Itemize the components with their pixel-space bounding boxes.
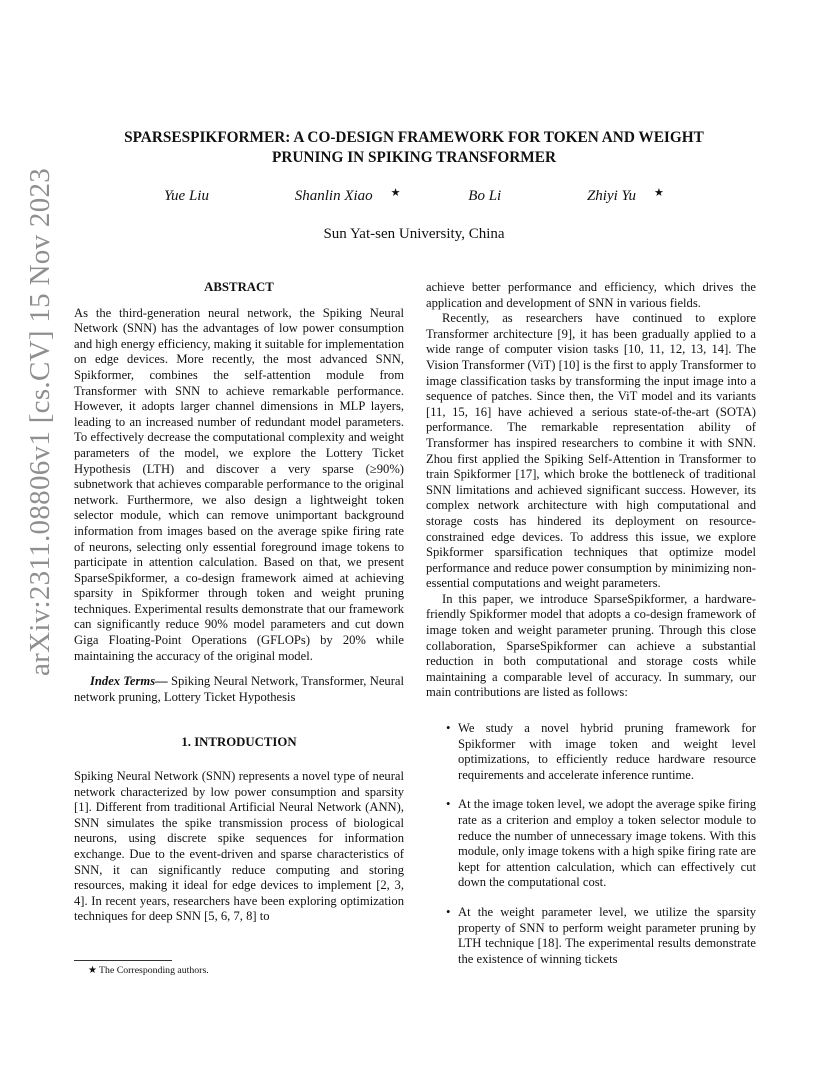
- author-name: Bo Li: [468, 188, 502, 204]
- right-column: [426, 280, 756, 981]
- intro-paragraph: Spiking Neural Network (SNN) represents a novel type of neural network characterized by low power consumption and sparsity [1]. Different from traditional Artificial Neural Network (ANN), SNN simulates the spike transmission process of biological neurons, using discrete spike sequences for information exchange. Due to the event-driven and sparse characteristics of SNN, it can significantly reduce computing and storing resources, making it ideal for edge devices to implement [2, 3, 4]. In recent years, researchers have been exploring optimization techniques for deep SNN [5, 6, 7, 8] to: [74, 769, 404, 924]
- list-item: • At the image token level, we adopt the average spike firing rate as a criterion and employ a token selector module to reduce the number of unnecessary image tokens. With this module, only image tokens with a high spike firing rate are kept for attention calculation, which can effectively cut down the computational cost.: [426, 797, 756, 891]
- author: [279, 186, 417, 205]
- author: [148, 188, 243, 205]
- arxiv-identifier: arXiv:2311.08806v1 [cs.CV] 15 Nov 2023: [24, 167, 56, 676]
- intro-continuation: achieve better performance and efficiency, which drives the application and development of SNN in various fields.: [426, 280, 756, 310]
- paper-title: [80, 128, 748, 168]
- author: [452, 188, 535, 205]
- author-name: Shanlin Xiao: [294, 188, 373, 204]
- author-mark: ★: [390, 187, 401, 199]
- left-column: [74, 280, 404, 925]
- title-line-1: SPARSESPIKFORMER: A CO-DESIGN FRAMEWORK FOR TOKEN AND WEIGHT: [124, 129, 704, 146]
- affiliation: Sun Yat-sen University, China: [323, 226, 505, 242]
- intro-paragraph-3: In this paper, we introduce SparseSpikformer, a hardware-friendly Spikformer model that adopts a co-design framework of image token and weight parameter pruning. Through this close collaboration, SparseSpikformer can achieve a substantial reduction in both computational and storage costs while maintaining a comparable level of accuracy. In summary, our main contributions are listed as follows:: [426, 591, 756, 700]
- author-list: [0, 186, 828, 205]
- abstract-text: As the third-generation neural network, the Spiking Neural Network (SNN) has the advantages of low power consumption and high energy efficiency, making it suitable for implementation on edge devices. More recently, the most advanced SNN, Spikformer, combines the self-attention module from Transformer with SNN to achieve remarkable performance. However, it adopts larger channel dimensions in MLP layers, leading to an increased number of redundant model parameters. To effectively decrease the computational complexity and weight parameters of the model, we explore the Lottery Ticket Hypothesis (LTH) and discover a very sparse (≥90%) subnetwork that achieves comparable performance to the original network. Furthermore, we also design a lightweight token selector module, which can remove unimportant background information from images based on the average spike firing rate of neurons, selecting only essential foreground image tokens to participate in attention calculation. Based on that, we present SparseSpikformer, a co-design framework aimed at achieving sparsity in Spikformer through token and weight pruning techniques. Experimental results demonstrate that our framework can significantly reduce 90% model parameters and cut down Giga Floating-Point Operations (GFLOPs) by 20% while maintaining the accuracy of the original model.: [74, 305, 404, 663]
- list-item: • We study a novel hybrid pruning framework for Spikformer with image token and weight level optimizations, to efficiently reduce hardware resource requirements and accelerate inference runtime.: [426, 721, 756, 783]
- list-item: • At the weight parameter level, we utilize the sparsity property of SNN to perform weight parameter pruning by LTH technique [18]. The experimental results demonstrate the existence of winning tickets: [426, 905, 756, 967]
- author-name: Yue Liu: [164, 188, 209, 204]
- contribution-list: [426, 721, 756, 967]
- author: [571, 186, 680, 205]
- author-name: Zhiyi Yu: [586, 188, 637, 204]
- author-mark: ★: [654, 187, 664, 199]
- introduction-heading: 1. INTRODUCTION: [181, 735, 297, 750]
- footnote: ★ The Corresponding authors.: [88, 965, 209, 976]
- index-terms-text: Spiking Neural Network, Transformer, Neural network pruning, Lottery Ticket Hypothesis: [74, 674, 404, 704]
- index-terms-label: Index Terms—: [90, 674, 168, 689]
- abstract-heading: ABSTRACT: [204, 280, 274, 294]
- index-terms: [74, 674, 404, 705]
- intro-paragraph-2: Recently, as researchers have continued to explore Transformer architecture [9], it has been gradually applied to a wide range of computer vision tasks [10, 11, 12, 13, 14]. The Vision Transformer (ViT) [10] is the first to apply Transformer to image classification tasks by transforming the input image into a sequence of patches. Since then, the ViT model and its variants [11, 15, 16] have achieved a serious state-of-the-art (SOTA) performance. The remarkable representation ability of Transformer has inspired researchers to combine it with SNN. Zhou first applied the Spiking Self-Attention in Transformer to train Spikformer [17], which broke the bottleneck of traditional SNN limitations and achieved significant success. However, its complex network architecture with high computational and storage costs has hindered its deployment on resource-constrained edge devices. To address this issue, we explore Spikformer sparsification techniques that optimize model performance and reduce power consumption by minimizing non-essential computations and weight parameters.: [426, 311, 756, 591]
- footnote-divider: [74, 960, 172, 961]
- title-line-2: PRUNING IN SPIKING TRANSFORMER: [271, 149, 556, 166]
